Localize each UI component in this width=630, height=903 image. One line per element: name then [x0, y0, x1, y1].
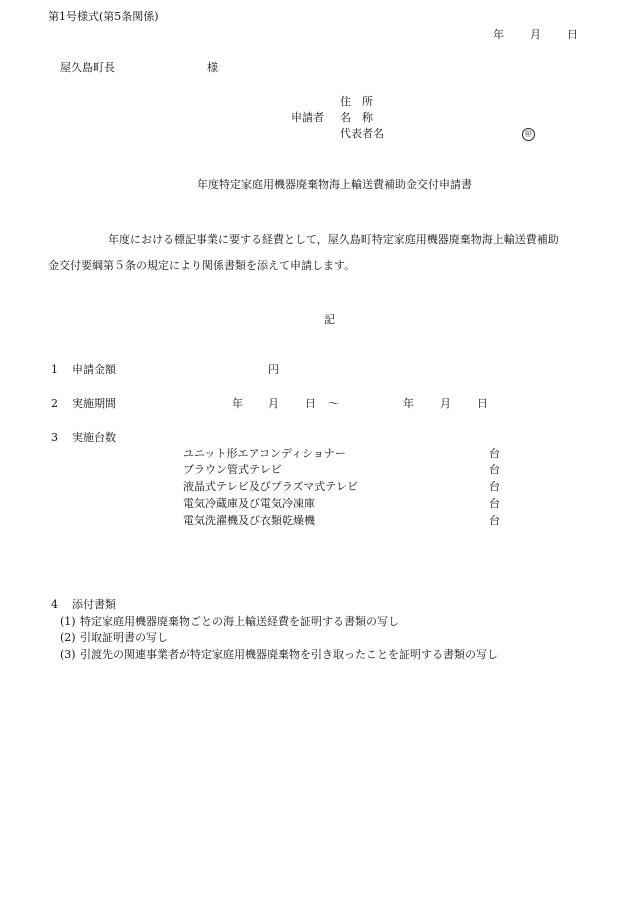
date-day-label: 日: [567, 28, 578, 41]
quantity-item-name: 液晶式テレビ及びプラズマ式テレビ: [183, 480, 359, 493]
quantity-unit: 台: [489, 480, 500, 493]
quantity-item-name: 電気冷蔵庫及び電気冷凍庫: [183, 497, 315, 510]
attachment-item: [60, 649, 498, 660]
form-number: 第1号様式(第5条関係): [48, 10, 159, 23]
quantity-item-name: ユニット形エアコンディショナー: [183, 447, 346, 460]
quantity-row: [183, 498, 503, 513]
quantity-unit: 台: [489, 463, 500, 476]
document-title: 年度特定家庭用機器廃棄物海上輸送費補助金交付申請書: [197, 178, 472, 191]
period-end-year: 年: [403, 397, 414, 410]
quantity-unit: 台: [489, 497, 500, 510]
date-year-label: 年: [493, 28, 504, 41]
item-1-label: 申請金額: [72, 363, 116, 376]
period-start-year: 年: [232, 397, 243, 410]
body-line-1: 年度における標記事業に要する経費として，屋久島町特定家庭用機器廃棄物海上輸送費補助: [108, 233, 559, 246]
attachment-text: 引取証明書の写し: [80, 631, 168, 644]
quantity-row: [183, 481, 503, 496]
period-end-month: 月: [440, 397, 451, 410]
applicant-name-label: 名 称: [340, 111, 373, 124]
ki-heading: 記: [324, 313, 335, 326]
period-separator: ～: [328, 397, 339, 410]
attachment-number: (2): [60, 631, 76, 644]
item-3-label: 実施台数: [72, 431, 116, 444]
item-1-number: 1: [51, 363, 58, 376]
seal-mark: ㊞: [522, 128, 535, 141]
item-4-label: 添付書類: [72, 598, 116, 611]
attachment-item: [60, 616, 399, 627]
item-2-number: 2: [51, 397, 58, 410]
applicant-representative-label: 代表者名: [340, 127, 384, 140]
attachment-item: [60, 632, 168, 643]
quantity-item-name: 電気洗濯機及び衣類乾燥機: [183, 514, 315, 527]
amount-unit: 円: [268, 363, 279, 376]
quantity-row: [183, 464, 503, 479]
applicant-label: 申請者: [291, 111, 324, 124]
addressee-honorific: 様: [207, 61, 218, 74]
date-month-label: 月: [530, 28, 541, 41]
item-3-number: 3: [51, 431, 58, 444]
item-4-number: 4: [51, 598, 58, 611]
quantity-row: [183, 448, 503, 463]
period-end-day: 日: [477, 397, 488, 410]
item-2-label: 実施期間: [72, 397, 116, 410]
period-start-day: 日: [305, 397, 316, 410]
attachment-text: 引渡先の関連事業者が特定家庭用機器廃棄物を引き取ったことを証明する書類の写し: [80, 648, 498, 661]
quantity-unit: 台: [489, 514, 500, 527]
body-line-2: 金交付要綱第５条の規定により関係書類を添えて申請します。: [48, 259, 356, 272]
quantity-unit: 台: [489, 447, 500, 460]
attachment-text: 特定家庭用機器廃棄物ごとの海上輸送経費を証明する書類の写し: [80, 615, 399, 628]
quantity-row: [183, 515, 503, 530]
attachment-number: (1): [60, 615, 76, 628]
addressee-name: 屋久島町長: [60, 61, 115, 74]
attachment-number: (3): [60, 648, 76, 661]
applicant-address-label: 住 所: [340, 95, 373, 108]
period-start-month: 月: [268, 397, 279, 410]
quantity-item-name: ブラウン管式テレビ: [183, 463, 282, 476]
